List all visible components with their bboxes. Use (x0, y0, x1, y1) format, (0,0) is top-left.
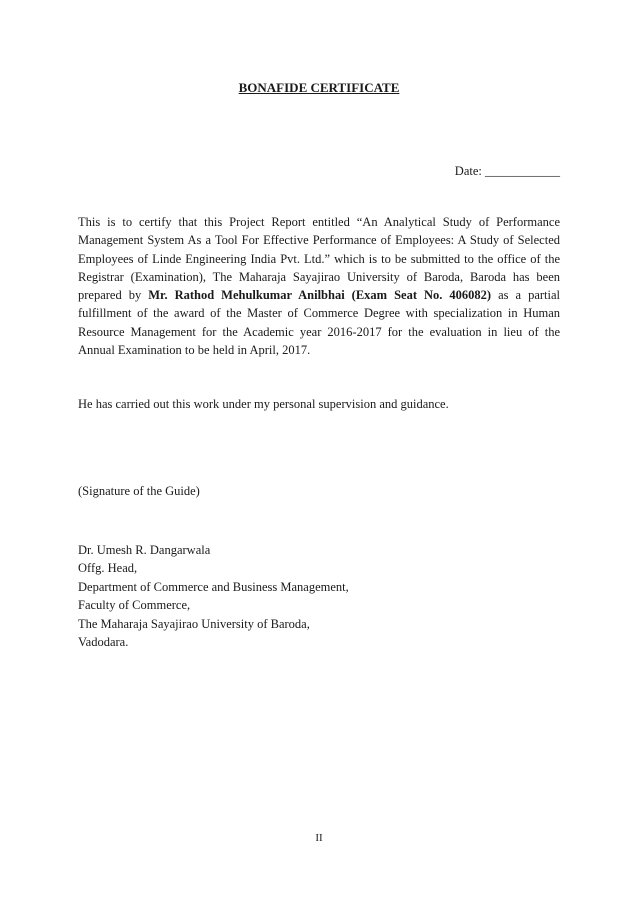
guide-name: Dr. Umesh R. Dangarwala (78, 543, 211, 557)
guide-details (78, 541, 349, 651)
guide-department: Department of Commerce and Business Management, (78, 579, 349, 594)
certification-paragraph (78, 213, 560, 359)
guide-faculty: Faculty of Commerce, (78, 598, 191, 613)
guide-city: Vadodara. (78, 635, 129, 650)
certificate-title: BONAFIDE CERTIFICATE (238, 80, 400, 95)
guide-designation: Offg. Head, (78, 561, 138, 576)
supervision-statement: He has carried out this work under my personal supervision and guidance. (78, 397, 449, 411)
guide-university: The Maharaja Sayajirao University of Baroda, (78, 616, 310, 631)
guide-signature-label: (Signature of the Guide) (78, 484, 200, 498)
certification-text-part1: This is to certify that this Project Report entitled “An Analytical Study of Performance Management System As a Tool For Effective Performance of Employees: A Study of Selected Employees of Linde Engineering India Pvt. Ltd.” which is to be submitted to the office of the Registrar (Examination), The Maharaja Sayajirao University of Baroda, Baroda has been prepared by (78, 215, 560, 303)
date-label: Date: (454, 164, 482, 178)
page-number: II (315, 832, 323, 844)
date-line (455, 164, 560, 179)
certification-text-part2: as a partial fulfillment of the award of the Master of Commerce Degree with specialization in Human Resource Management for the Academic year 2016-2017 for the evaluation in lieu of the Annual Examination to be held in April, 2017. (78, 288, 561, 358)
student-name: Mr. Rathod Mehulkumar Anilbhai (Exam Seat No. 406082) (148, 288, 492, 303)
date-blank: ____________ (485, 164, 560, 178)
